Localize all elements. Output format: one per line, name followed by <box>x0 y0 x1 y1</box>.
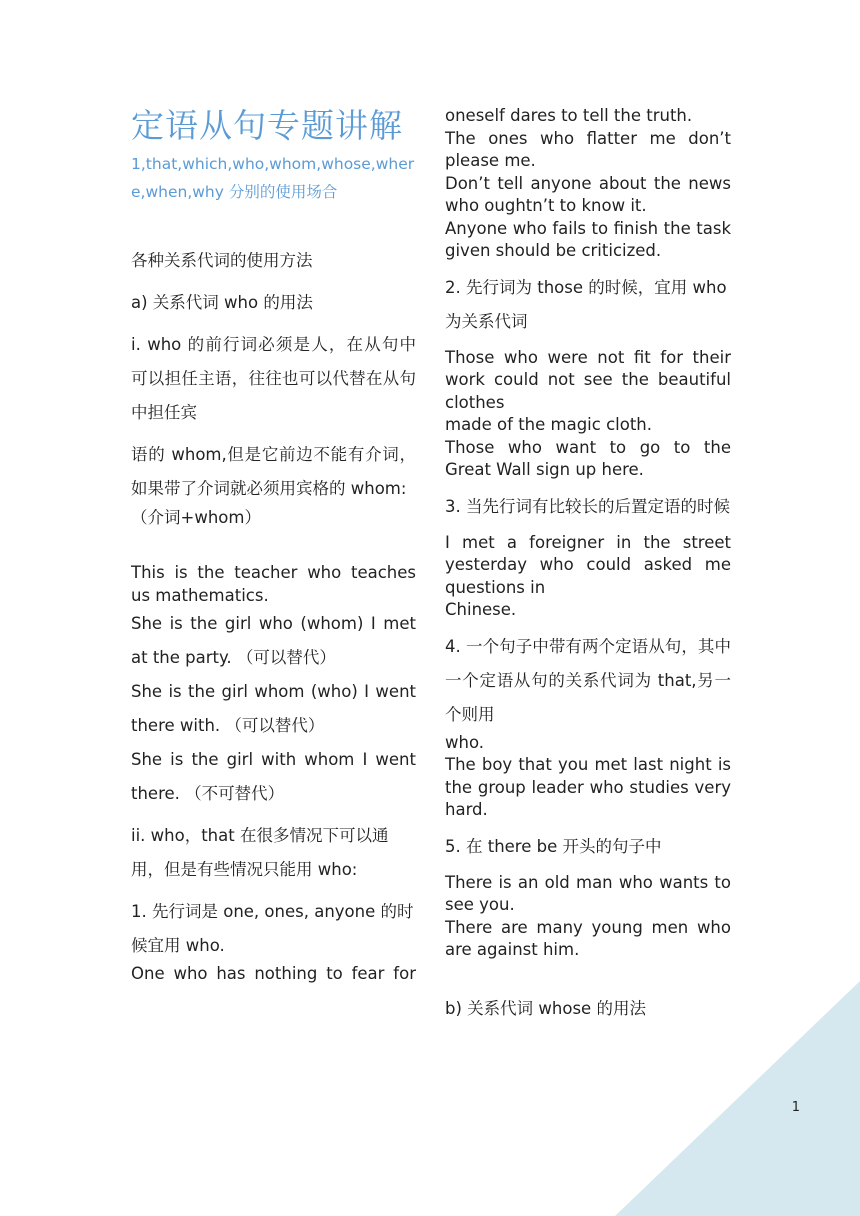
example-sentence: She is the girl whom (who) I went there with. （可以替代） <box>131 682 416 735</box>
paragraph: ii. who，that 在很多情况下可以通用，但是有些情况只能用 who: <box>131 826 389 879</box>
example-sentence: This is the teacher who teaches us mathematics. <box>131 563 416 605</box>
page-subtitle: 1,that,which,who,whom,whose,where,when,why 分别的使用场合 <box>131 155 415 201</box>
section-heading: a) 关系代词 who 的用法 <box>131 293 313 312</box>
paragraph: 语的 whom,但是它前边不能有介词，如果带了介词就必须用宾格的 whom: <box>131 445 416 498</box>
paragraph: 4. 一个句子中带有两个定语从句，其中一个定语从句的关系代词为 that,另一个则用 <box>445 636 731 724</box>
example-sentence: The boy that you met last night is the group leader who studies very hard. <box>445 755 731 819</box>
example-sentence: Anyone who fails to finish the task given should be criticized. <box>445 218 731 260</box>
example-sentence: There is an old man who wants to see you. <box>445 872 731 914</box>
right-column <box>445 105 731 1026</box>
example-sentence: There are many young men who are against him. <box>445 917 731 959</box>
paragraph: i. who 的前行词必须是人，在从句中可以担任主语，往往也可以代替在从句中担任宾 <box>131 335 416 422</box>
section-heading: b) 关系代词 whose 的用法 <box>445 998 646 1018</box>
page-title: 定语从句专题讲解 <box>131 106 403 145</box>
example-sentence: One who has nothing to fear for <box>131 964 416 983</box>
paragraph: （介词+whom） <box>131 508 261 527</box>
example-sentence: Chinese. <box>445 600 517 619</box>
paragraph: 3. 当先行词有比较长的后置定语的时候 <box>445 496 730 516</box>
example-sentence: Those who were not fit for their work could not see the beautiful clothes <box>445 347 731 412</box>
example-sentence: oneself dares to tell the truth. <box>445 106 693 125</box>
page-number: 1 <box>791 1100 800 1115</box>
example-sentence: Don’t tell anyone about the news who oughtn’t to know it. <box>445 173 731 215</box>
left-column <box>131 104 416 986</box>
example-sentence: The ones who flatter me don’t please me. <box>445 128 731 170</box>
paragraph: 5. 在 there be 开头的句子中 <box>445 836 662 856</box>
paragraph: 2. 先行词为 those 的时候，宜用 who 为关系代词 <box>445 277 727 331</box>
example-sentence: She is the girl with whom I went there. （不可替代） <box>131 750 416 803</box>
example-sentence: made of the magic cloth. <box>445 415 653 434</box>
example-sentence: I met a foreigner in the street yesterday who could asked me questions in <box>445 532 731 597</box>
example-sentence: Those who want to go to the Great Wall sign up here. <box>445 437 731 479</box>
paragraph: 各种关系代词的使用方法 <box>131 251 313 270</box>
paragraph: 1. 先行词是 one, ones, anyone 的时候宜用 who. <box>131 902 414 955</box>
example-sentence: She is the girl who (whom) I met at the party. （可以替代） <box>131 614 416 667</box>
example-sentence: who. <box>445 732 485 752</box>
